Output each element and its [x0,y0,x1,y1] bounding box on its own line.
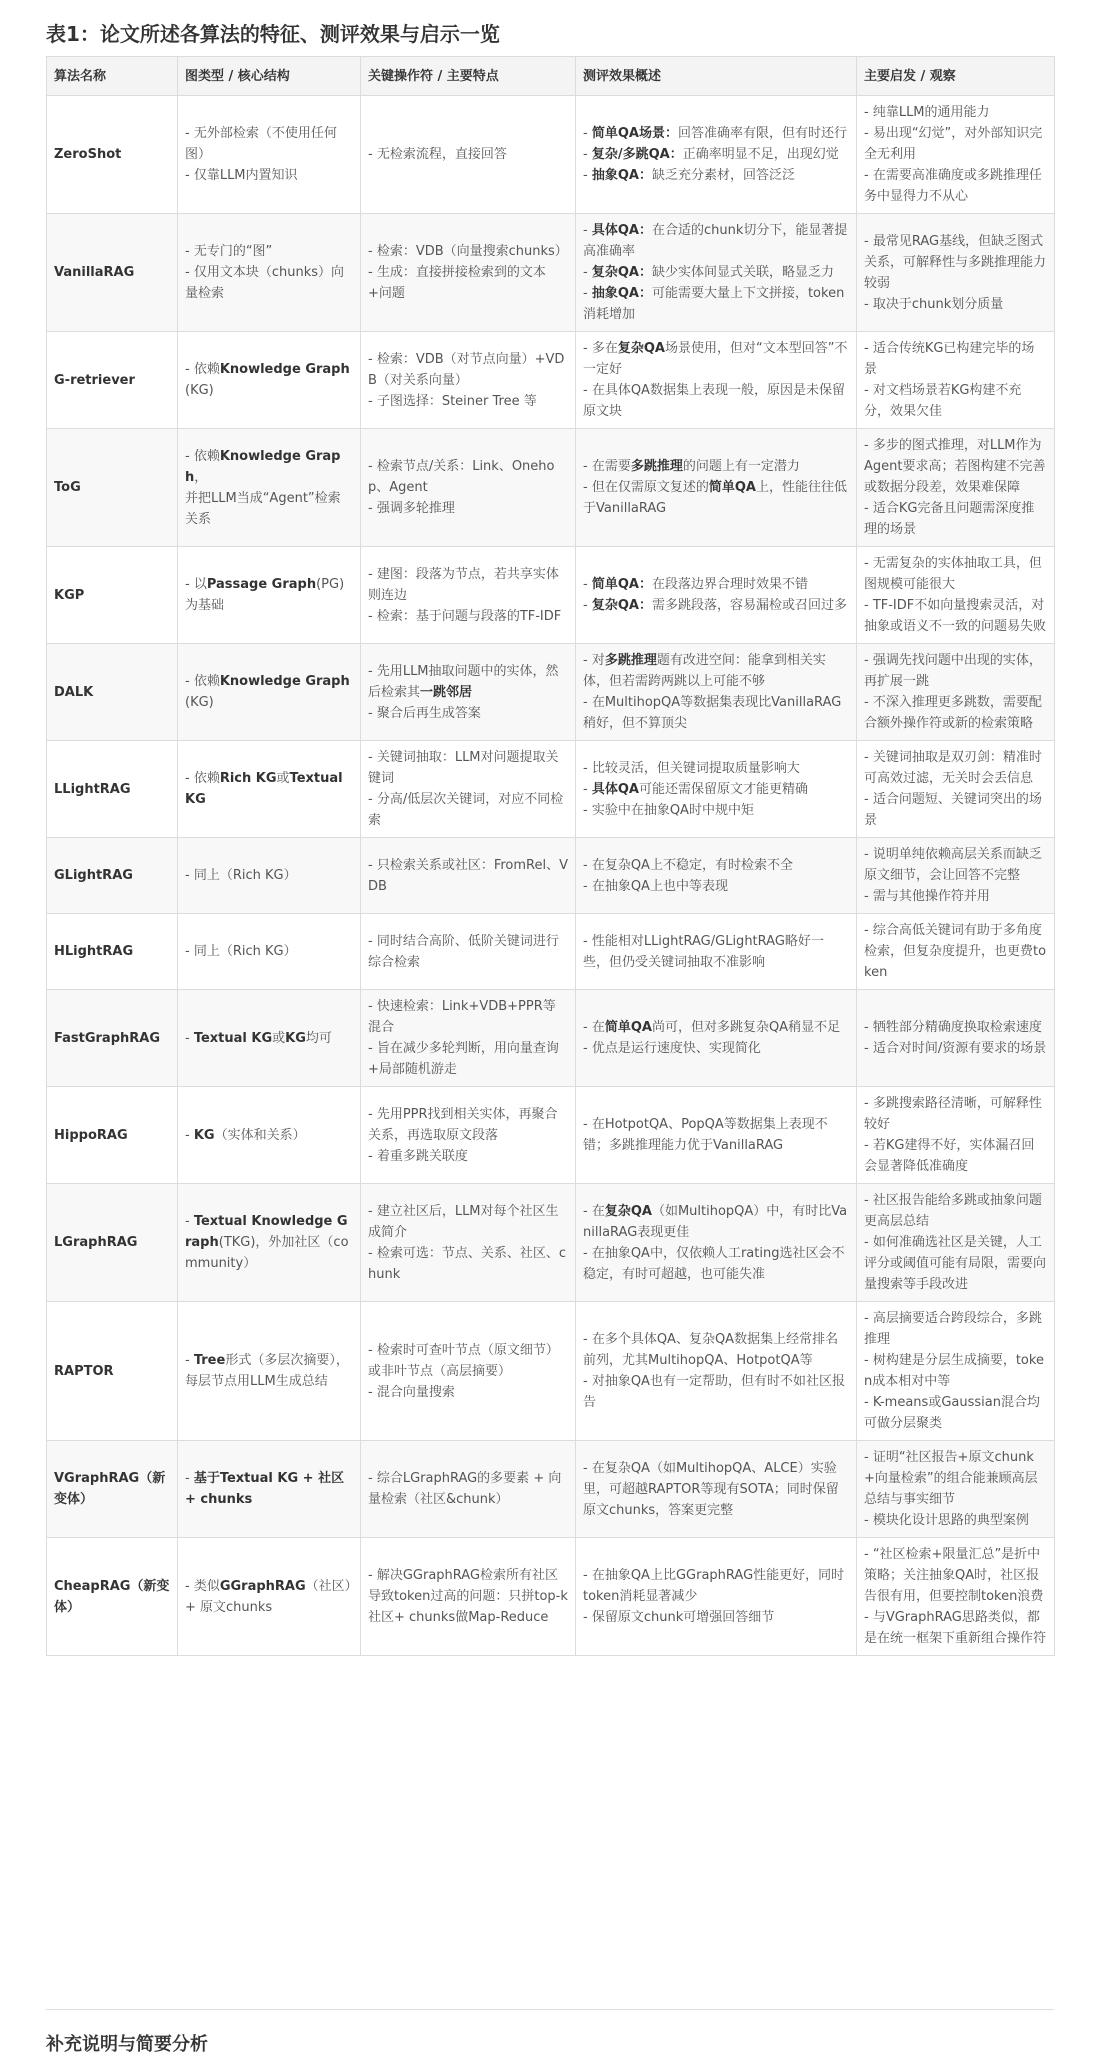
evaluation-cell [576,547,857,644]
cell-line: - 性能相对LLightRAG/GLightRAG略好一些，但仍受关键词抽取不准影响 [583,933,824,970]
operators-cell [361,1538,576,1656]
algorithm-name-cell: GLightRAG [47,838,178,914]
evaluation-cell [576,741,857,838]
cell-line: - 实验中在抽象QA时中规中矩 [583,802,754,818]
cell-line: - 在需要多跳推理的问题上有一定潜力 [583,459,800,474]
cell-line: - 抽象QA：缺乏充分素材，回答泛泛 [583,168,795,183]
cell-line: - 同上（Rich KG） [185,868,297,883]
cell-line: - 着重多跳关联度 [368,1148,468,1164]
cell-line: - 关键词抽取：LLM对问题提取关键词 [368,750,559,786]
cell-line: - 类似GGraphRAG（社区）+ 原文chunks [185,1578,352,1615]
evaluation-cell [576,1302,857,1441]
cell-line: - 复杂QA：缺少实体间显式关联，略显乏力 [583,265,834,280]
table-row [47,1087,1055,1184]
cell-line: - 在抽象QA中，仅依赖人工rating选社区会不稳定，有时可超越，也可能失准 [583,1245,845,1282]
insight-cell [857,644,1055,741]
insight-cell [857,1184,1055,1302]
evaluation-cell [576,332,857,429]
insight-cell [857,990,1055,1087]
cell-line: - 强调多轮推理 [368,501,455,516]
insight-cell [857,1441,1055,1538]
evaluation-cell [576,214,857,332]
insight-cell [857,429,1055,547]
cell-line: - 最常见RAG基线，但缺乏图式关系，可解释性与多跳推理能力较弱 [864,233,1047,291]
operators-cell [361,96,576,214]
cell-line: - TF-IDF不如向量搜索灵活，对抽象或语义不一致的问题易失败 [864,598,1047,634]
algorithm-name-cell: HippoRAG [47,1087,178,1184]
cell-line: - 社区报告能给多跳或抽象问题更高层总结 [864,1193,1042,1229]
cell-line: - 树构建是分层生成摘要，token成本相对中等 [864,1353,1044,1389]
table-body [47,96,1055,1656]
cell-line: - 优点是运行速度快、实现简化 [583,1041,761,1056]
section-divider [46,2009,1054,2010]
cell-line: - 抽象QA：可能需要大量上下文拼接，token消耗增加 [583,286,845,322]
algorithm-name-cell: G-retriever [47,332,178,429]
cell-line: - 检索：VDB（向量搜索chunks） [368,244,568,259]
algorithm-name-cell: DALK [47,644,178,741]
structure-cell [178,1441,361,1538]
cell-line: - 在复杂QA（如MultihopQA）中，有时比VanillaRAG表现更佳 [583,1203,848,1240]
column-header: 测评效果概述 [576,57,857,96]
cell-line: - 建图：段落为节点，若共享实体则连边 [368,566,559,603]
structure-cell [178,1184,361,1302]
table-row [47,1441,1055,1538]
cell-line: - 适合传统KG已构建完毕的场景 [864,341,1035,377]
cell-line: - 具体QA可能还需保留原文才能更精确 [583,781,808,797]
evaluation-cell [576,429,857,547]
cell-line: - 解决GGraphRAG检索所有社区导致token过高的问题：只拼top-k社区+ chunks做Map-Reduce [368,1568,568,1625]
cell-line: - 先用PPR找到相关实体，再聚合关系，再选取原文段落 [368,1106,558,1143]
cell-line: - 复杂/多跳QA：正确率明显不足，出现幻觉 [583,147,839,162]
cell-line: - 比较灵活，但关键词提取质量影响大 [583,760,800,776]
cell-line: - 检索节点/关系：Link、Onehop、Agent [368,459,555,495]
cell-line: - 适合问题短、关键词突出的场景 [864,792,1042,828]
algorithm-name-cell: VGraphRAG（新变体） [47,1441,178,1538]
cell-line: - 说明单纯依赖高层关系而缺乏原文细节，会让回答不完整 [864,847,1042,883]
cell-line: - 依赖Knowledge Graph(KG) [185,674,350,710]
operators-cell [361,429,576,547]
table-row [47,1184,1055,1302]
cell-line: - 检索时可查叶节点（原文细节）或非叶节点（高层摘要） [368,1342,559,1379]
structure-cell [178,990,361,1087]
cell-line: - 与VGraphRAG思路类似，都是在统一框架下重新组合操作符 [864,1610,1047,1646]
operators-cell [361,214,576,332]
cell-line: - 旨在减少多轮判断，用向量查询+局部随机游走 [368,1041,559,1077]
cell-line: - 若KG建得不好，实体漏召回会显著降低准确度 [864,1138,1035,1174]
cell-line: - 无需复杂的实体抽取工具，但图规模可能很大 [864,556,1042,592]
cell-line: - 同上（Rich KG） [185,944,297,959]
table-caption: 表1：论文所述各算法的特征、测评效果与启示一览 [46,22,500,46]
evaluation-cell [576,1184,857,1302]
cell-line: - 在复杂QA（如MultihopQA、ALCE）实验里，可超越RAPTOR等现有SOTA；同时保留原文chunks，答案更完整 [583,1460,839,1518]
cell-line: - 在MultihopQA等数据集表现比VanillaRAG稍好，但不算顶尖 [583,695,842,731]
cell-line: - 对文档场景若KG构建不充分，效果欠佳 [864,383,1022,419]
cell-line: - 但在仅需原文复述的简单QA上，性能往往低于VanillaRAG [583,480,847,516]
insight-cell [857,332,1055,429]
table-row [47,332,1055,429]
cell-line: - 综合高低关键词有助于多角度检索，但复杂度提升，也更费token [864,923,1047,980]
cell-line: - 高层摘要适合跨段综合，多跳推理 [864,1311,1042,1347]
structure-cell [178,914,361,990]
cell-line: - 关键词抽取是双刃剑：精准时可高效过滤，无关时会丢信息 [864,750,1042,786]
algorithm-name-cell: VanillaRAG [47,214,178,332]
operators-cell [361,838,576,914]
table-row [47,914,1055,990]
cell-line: - 对多跳推理题有改进空间：能拿到相关实体，但若需跨两跳以上可能不够 [583,653,826,689]
cell-line: - 纯靠LLM的通用能力 [864,105,990,120]
cell-line: - 在抽象QA上比GGraphRAG性能更好，同时token消耗显著减少 [583,1568,845,1604]
cell-line: - 多步的图式推理，对LLM作为Agent要求高；若图构建不完善或数据分段差，效果难保障 [864,438,1046,495]
evaluation-cell [576,914,857,990]
operators-cell [361,990,576,1087]
algorithm-name-cell: FastGraphRAG [47,990,178,1087]
structure-cell [178,429,361,547]
cell-line: - 在复杂QA上不稳定，有时检索不全 [583,857,793,873]
insight-cell [857,214,1055,332]
cell-line: - 在抽象QA上也中等表现 [583,878,728,894]
column-header: 图类型 / 核心结构 [178,57,361,96]
evaluation-cell [576,990,857,1087]
operators-cell [361,914,576,990]
insight-cell [857,838,1055,914]
cell-line: - 牺牲部分精确度换取检索速度 [864,1020,1042,1035]
evaluation-cell [576,96,857,214]
cell-line: - 以Passage Graph(PG)为基础 [185,577,345,613]
operators-cell [361,644,576,741]
evaluation-cell [576,838,857,914]
table-row [47,741,1055,838]
algorithm-name-cell: CheapRAG（新变体） [47,1538,178,1656]
cell-line: - 检索：基于问题与段落的TF-IDF [368,608,562,624]
table-row [47,429,1055,547]
structure-cell [178,1538,361,1656]
cell-line: - 依赖Knowledge Graph， [185,448,341,485]
structure-cell [178,96,361,214]
cell-line: - 基于Textual KG + 社区 + chunks [185,1471,345,1507]
cell-line: - 强调先找问题中出现的实体，再扩展一跳 [864,653,1042,689]
operators-cell [361,547,576,644]
evaluation-cell [576,1538,857,1656]
cell-line: - 在多个具体QA、复杂QA数据集上经常排名前列，尤其MultihopQA、HotpotQA等 [583,1332,839,1368]
insight-cell [857,1302,1055,1441]
next-section-title: 补充说明与简要分析 [46,2034,208,2055]
cell-line: - 在HotpotQA、PopQA等数据集上表现不错；多跳推理能力优于VanillaRAG [583,1117,828,1153]
algorithm-name-cell: ToG [47,429,178,547]
cell-line: - 建立社区后，LLM对每个社区生成简介 [368,1203,559,1240]
operators-cell [361,332,576,429]
cell-line: - 检索可选：节点、关系、社区、chunk [368,1245,566,1282]
algorithm-comparison-table [46,56,1055,1656]
evaluation-cell [576,1441,857,1538]
cell-line: - 模块化设计思路的典型案例 [864,1513,1029,1528]
cell-line: - 如何准确选社区是关键，人工评分或阈值可能有局限，需要向量搜索等手段改进 [864,1235,1047,1292]
cell-line: - 只检索关系或社区：FromRel、VDB [368,857,568,894]
cell-line: - 适合对时间/资源有要求的场景 [864,1041,1047,1056]
evaluation-cell [576,1087,857,1184]
structure-cell [178,838,361,914]
operators-cell [361,1087,576,1184]
cell-line: - 综合LGraphRAG的多要素 + 向量检索（社区&chunk） [368,1471,562,1507]
cell-line: - 仅用文本块（chunks）向量检索 [185,265,344,301]
cell-line: 并把LLM当成“Agent”检索关系 [185,490,341,527]
cell-line: - 复杂QA：需多跳段落，容易漏检或召回过多 [583,598,847,613]
column-header: 关键操作符 / 主要特点 [361,57,576,96]
cell-line: - 依赖Rich KG或Textual KG [185,771,343,807]
cell-line: - 先用LLM抽取问题中的实体，然后检索其一跳邻居 [368,663,559,700]
cell-line: - 聚合后再生成答案 [368,705,481,721]
table-row [47,547,1055,644]
structure-cell [178,332,361,429]
table-row [47,990,1055,1087]
evaluation-cell [576,644,857,741]
structure-cell [178,644,361,741]
column-header: 算法名称 [47,57,178,96]
cell-line: - Textual KG或KG均可 [185,1030,332,1046]
insight-cell [857,741,1055,838]
operators-cell [361,741,576,838]
cell-line: - 分高/低层次关键词，对应不同检索 [368,792,564,828]
insight-cell [857,1538,1055,1656]
algorithm-name-cell: ZeroShot [47,96,178,214]
table-row [47,214,1055,332]
cell-line: - 简单QA场景：回答准确率有限，但有时还行 [583,126,847,141]
structure-cell [178,1087,361,1184]
table-row [47,1302,1055,1441]
cell-line: - 多在复杂QA场景使用，但对“文本型回答”不一定好 [583,341,848,377]
insight-cell [857,96,1055,214]
cell-line: - 对抽象QA也有一定帮助，但有时不如社区报告 [583,1374,845,1410]
algorithm-name-cell: HLightRAG [47,914,178,990]
cell-line: - 同时结合高阶、低阶关键词进行综合检索 [368,933,559,970]
algorithm-name-cell: RAPTOR [47,1302,178,1441]
cell-line: - 仅靠LLM内置知识 [185,168,298,183]
cell-line: - KG（实体和关系） [185,1127,306,1143]
cell-line: - 证明“社区报告+原文chunk+向量检索”的组合能兼顾高层总结与事实细节 [864,1450,1038,1507]
cell-line: - K-means或Gaussian混合均可做分层聚类 [864,1395,1040,1431]
cell-line: - 检索：VDB（对节点向量）+VDB（对关系向量） [368,351,565,388]
cell-line: - 在具体QA数据集上表现一般，原因是未保留原文块 [583,383,845,419]
cell-line: - 在需要高准确度或多跳推理任务中显得力不从心 [864,168,1042,204]
operators-cell [361,1441,576,1538]
table-row [47,838,1055,914]
cell-line: - 无外部检索（不使用任何图） [185,126,337,162]
insight-cell [857,547,1055,644]
algorithm-name-cell: LGraphRAG [47,1184,178,1302]
cell-line: - 快速检索：Link+VDB+PPR等混合 [368,999,556,1035]
cell-line: - 混合向量搜索 [368,1384,455,1400]
structure-cell [178,1302,361,1441]
structure-cell [178,741,361,838]
cell-line: - 简单QA：在段落边界合理时效果不错 [583,577,808,592]
cell-line: - 在简单QA尚可，但对多跳复杂QA稍显不足 [583,1020,841,1035]
insight-cell [857,914,1055,990]
cell-line: - 无专门的“图” [185,244,273,259]
structure-cell [178,214,361,332]
cell-line: - 不深入推理更多跳数，需要配合额外操作符或新的检索策略 [864,695,1042,731]
algorithm-name-cell: KGP [47,547,178,644]
insight-cell [857,1087,1055,1184]
cell-line: - Tree形式（多层次摘要），每层节点用LLM生成总结 [185,1353,349,1389]
table-header-row [47,57,1055,96]
cell-line: - 子图选择：Steiner Tree 等 [368,393,537,409]
column-header: 主要启发 / 观察 [857,57,1055,96]
algorithm-name-cell: LLightRAG [47,741,178,838]
cell-line: - 具体QA：在合适的chunk切分下，能显著提高准确率 [583,223,848,259]
structure-cell [178,547,361,644]
cell-line: - 多跳搜索路径清晰，可解释性较好 [864,1096,1042,1132]
cell-line: - 易出现“幻觉”，对外部知识完全无利用 [864,126,1043,162]
cell-line: - 保留原文chunk可增强回答细节 [583,1610,775,1625]
table-row [47,96,1055,214]
table-row [47,1538,1055,1656]
cell-line: - 生成：直接拼接检索到的文本+问题 [368,265,546,301]
cell-line: - 适合KG完备且问题需深度推理的场景 [864,501,1035,537]
cell-line: - Textual Knowledge Graph(TKG)，外加社区（community） [185,1214,349,1271]
cell-line: - 需与其他操作符并用 [864,889,990,904]
cell-line: - “社区检索+限量汇总”是折中策略；关注抽象QA时，社区报告很有用，但要控制token浪费 [864,1547,1044,1604]
table-row [47,644,1055,741]
cell-line: - 取决于chunk划分质量 [864,296,1004,312]
operators-cell [361,1302,576,1441]
cell-line: - 无检索流程，直接回答 [368,147,507,162]
operators-cell [361,1184,576,1302]
cell-line: - 依赖Knowledge Graph(KG) [185,362,350,398]
